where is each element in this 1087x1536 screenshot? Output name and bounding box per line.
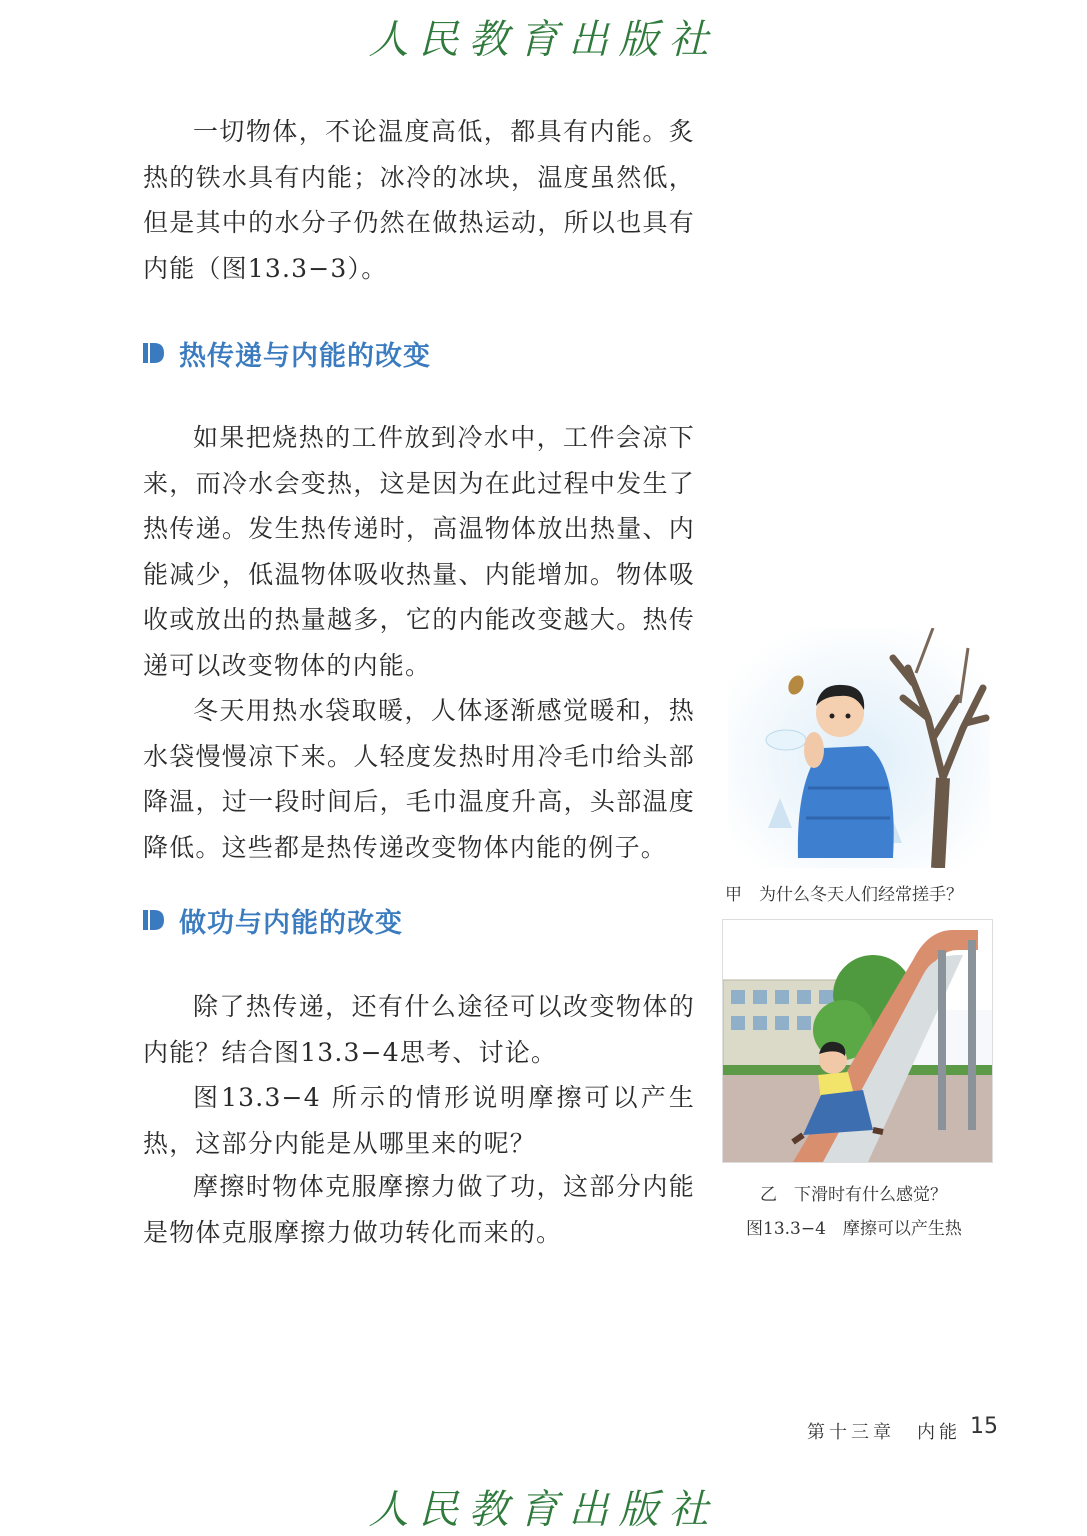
paragraph-heat-transfer: 如果把烧热的工件放到冷水中，工件会凉下来，而冷水会变热，这是因为在此过程中发生了热传递。发生热传递时，高温物体放出热量、内能减少，低温物体吸收热量、内能增加。物体吸收或放出的热量越多，它的内能改变越大。热传递可以改变物体的内能。 bbox=[143, 423, 695, 680]
publisher-logo-top: 人民教育出版社 bbox=[368, 17, 719, 63]
paragraph-internal-energy: 一切物体，不论温度高低，都具有内能。炙热的铁水具有内能；冰冷的冰块，温度虽然低，但是其中的水分子仍然在做热运动，所以也具有内能（图13.3−3）。 bbox=[143, 117, 695, 283]
paragraph-friction-heat: 图13.3−4 所示的情形说明摩擦可以产生热，这部分内能是从哪里来的呢？ bbox=[143, 1083, 695, 1158]
figure-title: 图13.3−4 摩擦可以产生热 bbox=[746, 1219, 962, 1239]
chapter-label: 第十三章 内能 bbox=[807, 1422, 961, 1443]
figure-slide bbox=[722, 919, 993, 1163]
section-marker-icon bbox=[143, 908, 165, 932]
page-number: 15 bbox=[970, 1414, 998, 1439]
section-marker-icon bbox=[143, 341, 165, 365]
paragraph-work-question: 除了热传递，还有什么途径可以改变物体的内能？结合图13.3−4思考、讨论。 bbox=[143, 992, 695, 1067]
paragraph-friction-work: 摩擦时物体克服摩擦力做了功，这部分内能是物体克服摩擦力做功转化而来的。 bbox=[143, 1172, 695, 1247]
caption-figure-b: 乙 下滑时有什么感觉？ bbox=[760, 1185, 947, 1205]
section-title: 热传递与内能的改变 bbox=[179, 340, 431, 372]
section-title: 做功与内能的改变 bbox=[179, 907, 403, 939]
caption-figure-a: 甲 为什么冬天人们经常搓手？ bbox=[725, 885, 963, 905]
section-heading-work bbox=[143, 900, 403, 940]
publisher-logo-bottom: 人民教育出版社 bbox=[368, 1487, 719, 1533]
paragraph-heat-transfer-examples: 冬天用热水袋取暖，人体逐渐感觉暖和，热水袋慢慢凉下来。人轻度发热时用冷毛巾给头部降温，过一段时间后，毛巾温度升高，头部温度降低。这些都是热传递改变物体内能的例子。 bbox=[143, 696, 695, 862]
section-heading-heat-transfer bbox=[143, 333, 431, 373]
figure-rubbing-hands bbox=[728, 628, 990, 868]
